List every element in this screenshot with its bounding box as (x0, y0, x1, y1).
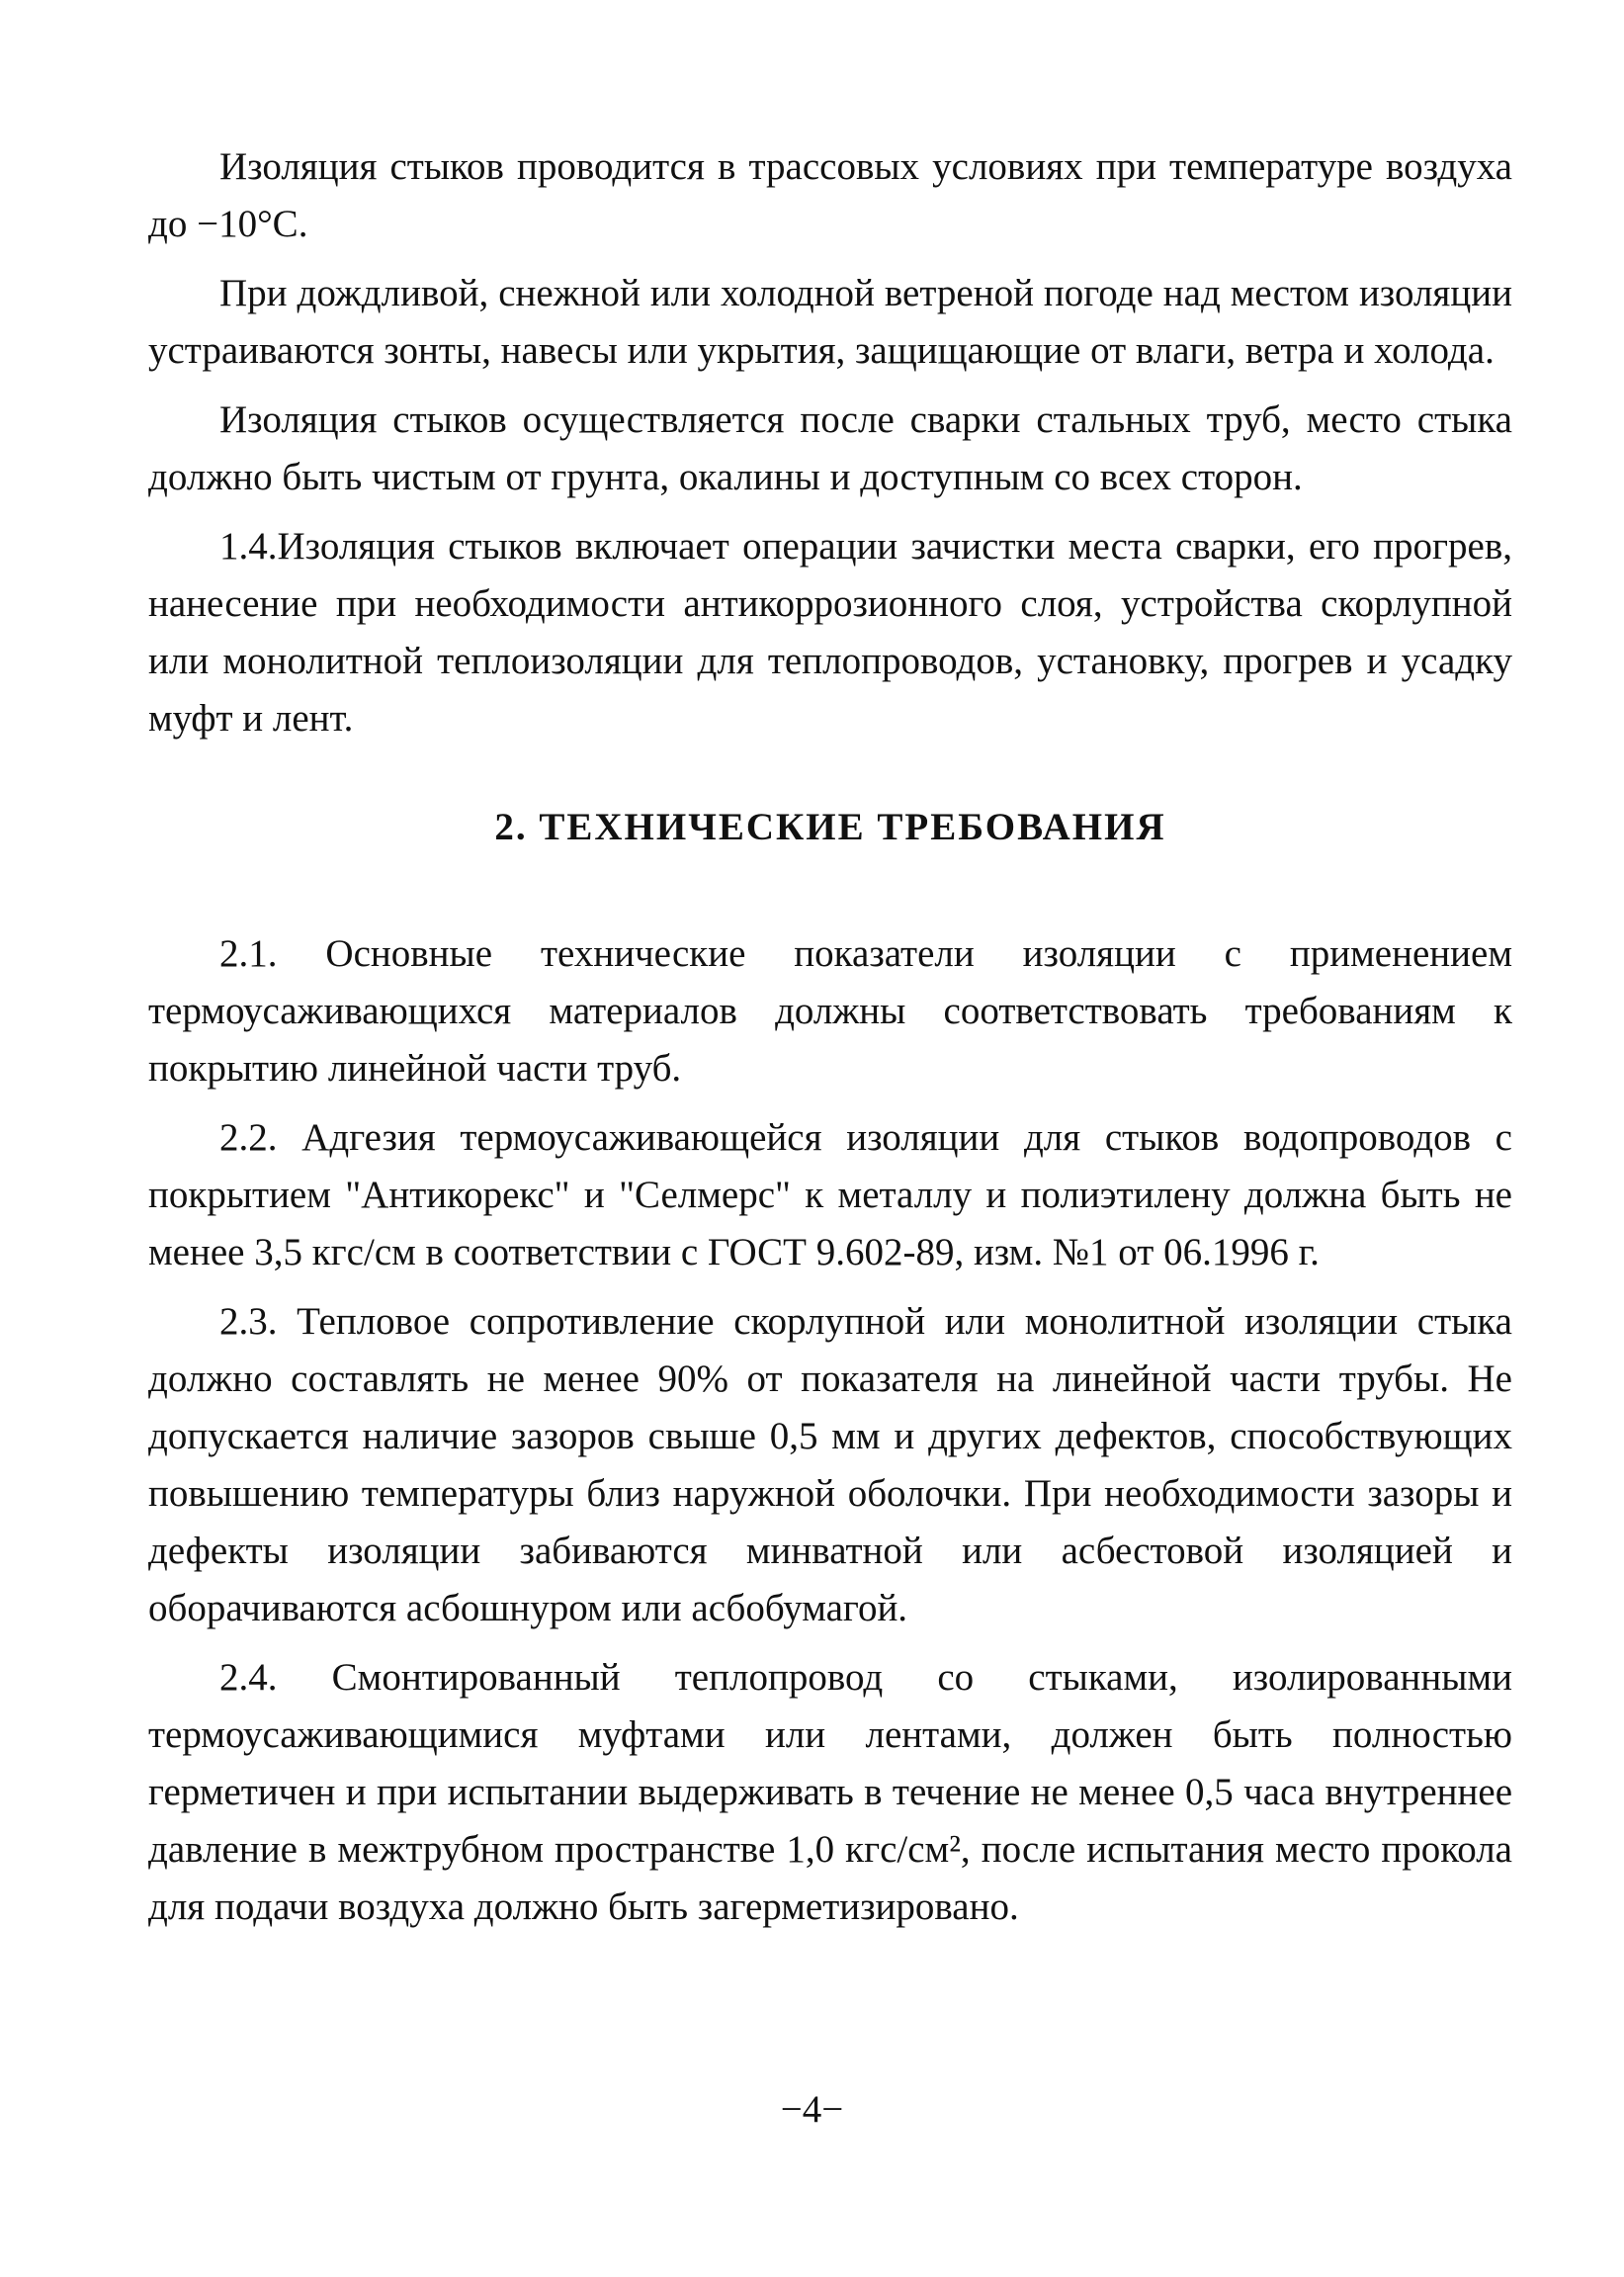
paragraph-weather-protection: При дождливой, снежной или холодной ветреной погоде над местом изоляции устраиваются зонты, навесы или укрытия, защищающие от влаги, ветра и холода. (148, 272, 1512, 372)
document-page (148, 138, 1512, 1948)
paragraph-after-welding: Изоляция стыков осуществляется после сварки стальных труб, место стыка должно быть чистым от грунта, окалины и доступным со всех сторон. (148, 398, 1512, 498)
paragraph-insulation-conditions: Изоляция стыков проводится в трассовых условиях при температуре воздуха до −10°С. (148, 145, 1512, 245)
paragraph-2-4: 2.4. Смонтированный теплопровод со стыками, изолированными термоусаживающимися муфтами или лентами, должен быть полностью герметичен и при испытании выдерживать в течение не менее 0,5 часа внутреннее давление в межтрубном пространстве 1,0 кгс/см², после испытания место прокола для подачи воздуха должно быть загерметизировано. (148, 1656, 1512, 1928)
paragraph-2-3: 2.3. Тепловое сопротивление скорлупной или монолитной изоляции стыка должно составлять не менее 90% от показателя на линейной части трубы. Не допускается наличие зазоров свыше 0,5 мм и других дефектов, способствующих повышению температуры близ наружной оболочки. При необходимости зазоры и дефекты изоляции забиваются минватной или асбестовой изоляцией и оборачиваются асбошнуром или асбобумагой. (148, 1300, 1512, 1629)
page-number: −4− (780, 2088, 844, 2131)
paragraph-2-2: 2.2. Адгезия термоусаживающейся изоляции для стыков водопроводов с покрытием "Антикорекс" и "Селмерс" к металлу и полиэтилену должна быть не менее 3,5 кгс/см в соответствии с ГОСТ 9.602-89, изм. №1 от 06.1996 г. (148, 1116, 1512, 1273)
paragraph-1-4: 1.4.Изоляция стыков включает операции зачистки места сварки, его прогрев, нанесение при необходимости антикоррозионного слоя, устройства скорлупной или монолитной теплоизоляции для теплопроводов, установку, прогрев и усадку муфт и лент. (148, 525, 1512, 740)
section-heading: 2. ТЕХНИЧЕСКИЕ ТРЕБОВАНИЯ (494, 806, 1166, 848)
paragraph-2-1: 2.1. Основные технические показатели изоляции с применением термоусаживающихся материалов должны соответствовать требованиям к покрытию линейной части труб. (148, 932, 1512, 1090)
